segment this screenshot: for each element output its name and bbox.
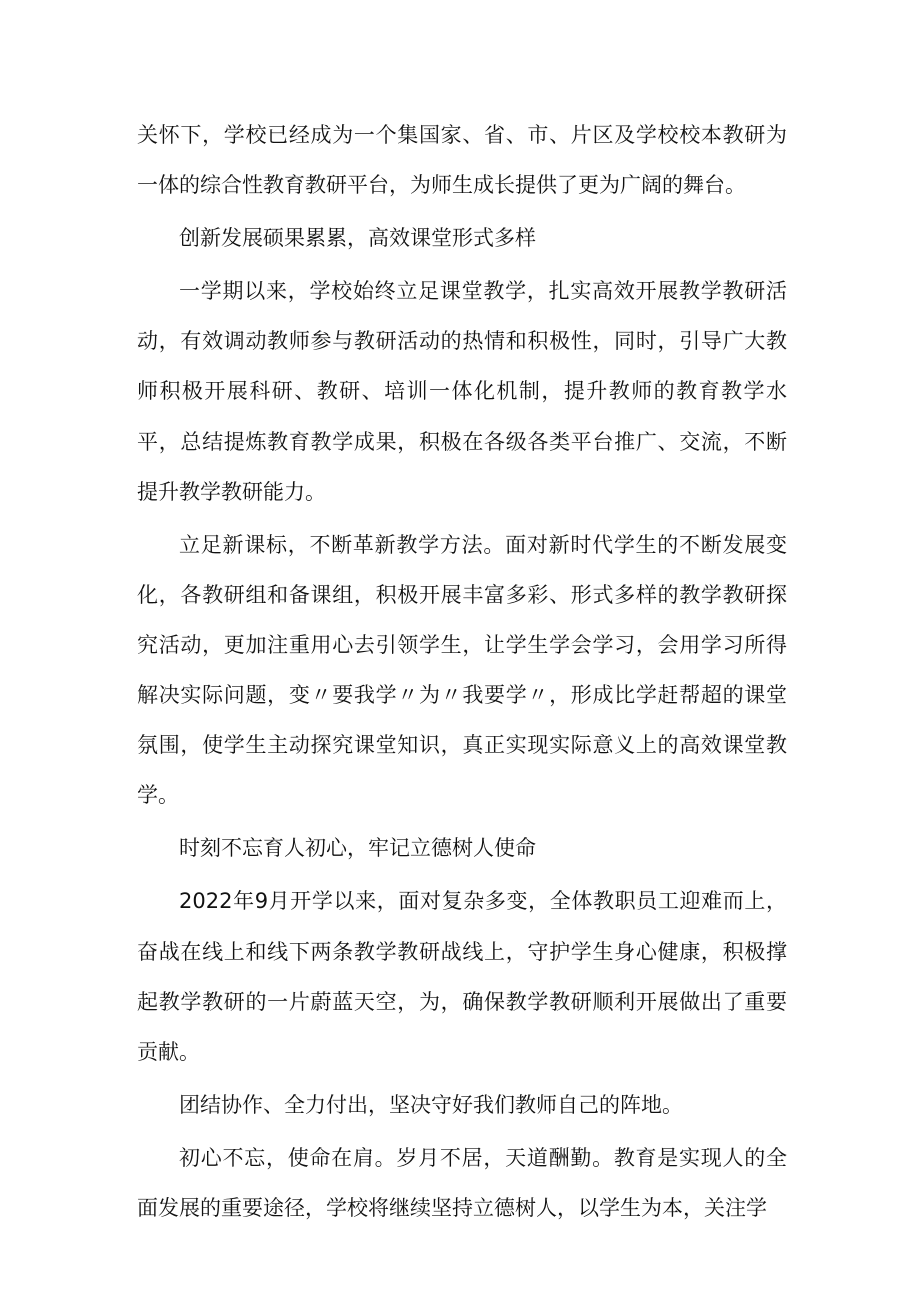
section-heading-teamwork: 团结协作、全力付出，坚决守好我们教师自己的阵地。	[179, 1092, 683, 1117]
paragraph-2022-semester: 2022年9月开学以来，面对复杂多变，全体教职员工迎难而上，奋战在线上和线下两条教学教研战线上，守护学生身心健康，积极撑起教学教研的一片蔚蓝天空，为，确保教学教研顺利开展做出了重要贡献。	[137, 889, 787, 1064]
paragraph-new-curriculum: 立足新课标，不断革新教学方法。面对新时代学生的不断发展变化，各教研组和备课组，积极开展丰富多彩、形式多样的教学教研探究活动，更加注重用心去引领学生，让学生学会学习，会用学习所得解决实际问题，变〃要我学〃为〃我要学〃，形成比学赶帮超的课堂氛围，使学生主动探究课堂知识，真正实现实际意义上的高效课堂教学。	[137, 532, 787, 808]
document-body	[137, 110, 787, 1233]
section-heading-mission: 时刻不忘育人初心，牢记立德树人使命	[179, 836, 536, 861]
section-heading-innovation: 创新发展硕果累累，高效课堂形式多样	[179, 226, 536, 251]
paragraph-continuation: 关怀下，学校已经成为一个集国家、省、市、片区及学校校本教研为一体的综合性教育教研平台，为师生成长提供了更为广阔的舞台。	[137, 123, 787, 198]
paragraph-teaching-research: 一学期以来，学校始终立足课堂教学，扎实高效开展教学教研活动，有效调动教师参与教研活动的热情和积极性，同时，引导广大教师积极开展科研、教研、培训一体化机制，提升教师的教育教学水平，总结提炼教育教学成果，积极在各级各类平台推广、交流，不断提升教学教研能力。	[137, 279, 787, 504]
paragraph-original-aspiration: 初心不忘，使命在肩。岁月不居，天道酬勤。教育是实现人的全面发展的重要途径，学校将继续坚持立德树人，以学生为本，关注学	[137, 1145, 787, 1220]
